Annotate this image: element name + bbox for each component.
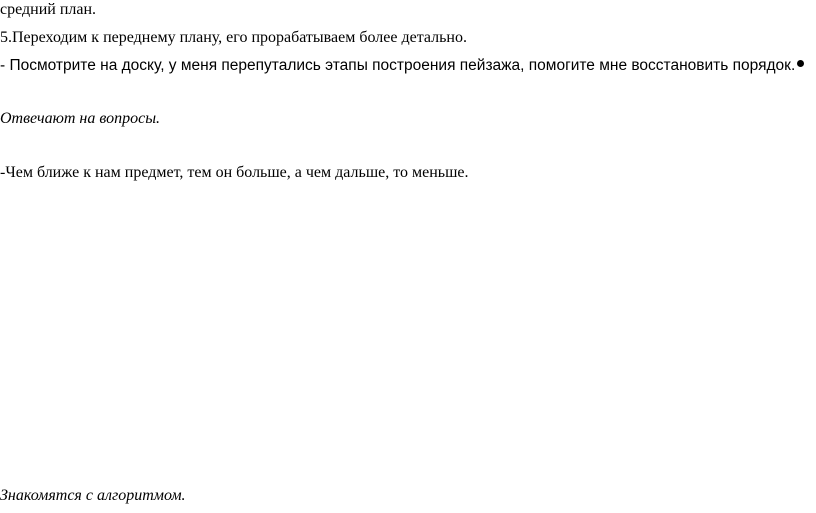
instruction-text: - Посмотрите на доску, у меня перепутались этапы построения пейзажа, помогите мне восстановить порядок.: [0, 57, 796, 74]
text-line-instruction: [0, 58, 804, 74]
text-line-step-5: 5.Переходим к переднему плану, его прорабатываем более детально.: [0, 29, 467, 46]
text-line-answers: Отвечают на вопросы.: [0, 110, 161, 127]
text-line-algorithm: Знакомятся с алгоритмом.: [0, 487, 186, 504]
bullet-dot-icon: [797, 60, 804, 67]
text-line-perspective-rule: -Чем ближе к нам предмет, тем он больше, а чем дальше, то меньше.: [0, 164, 469, 181]
text-line-middle-plan: средний план.: [0, 1, 97, 18]
